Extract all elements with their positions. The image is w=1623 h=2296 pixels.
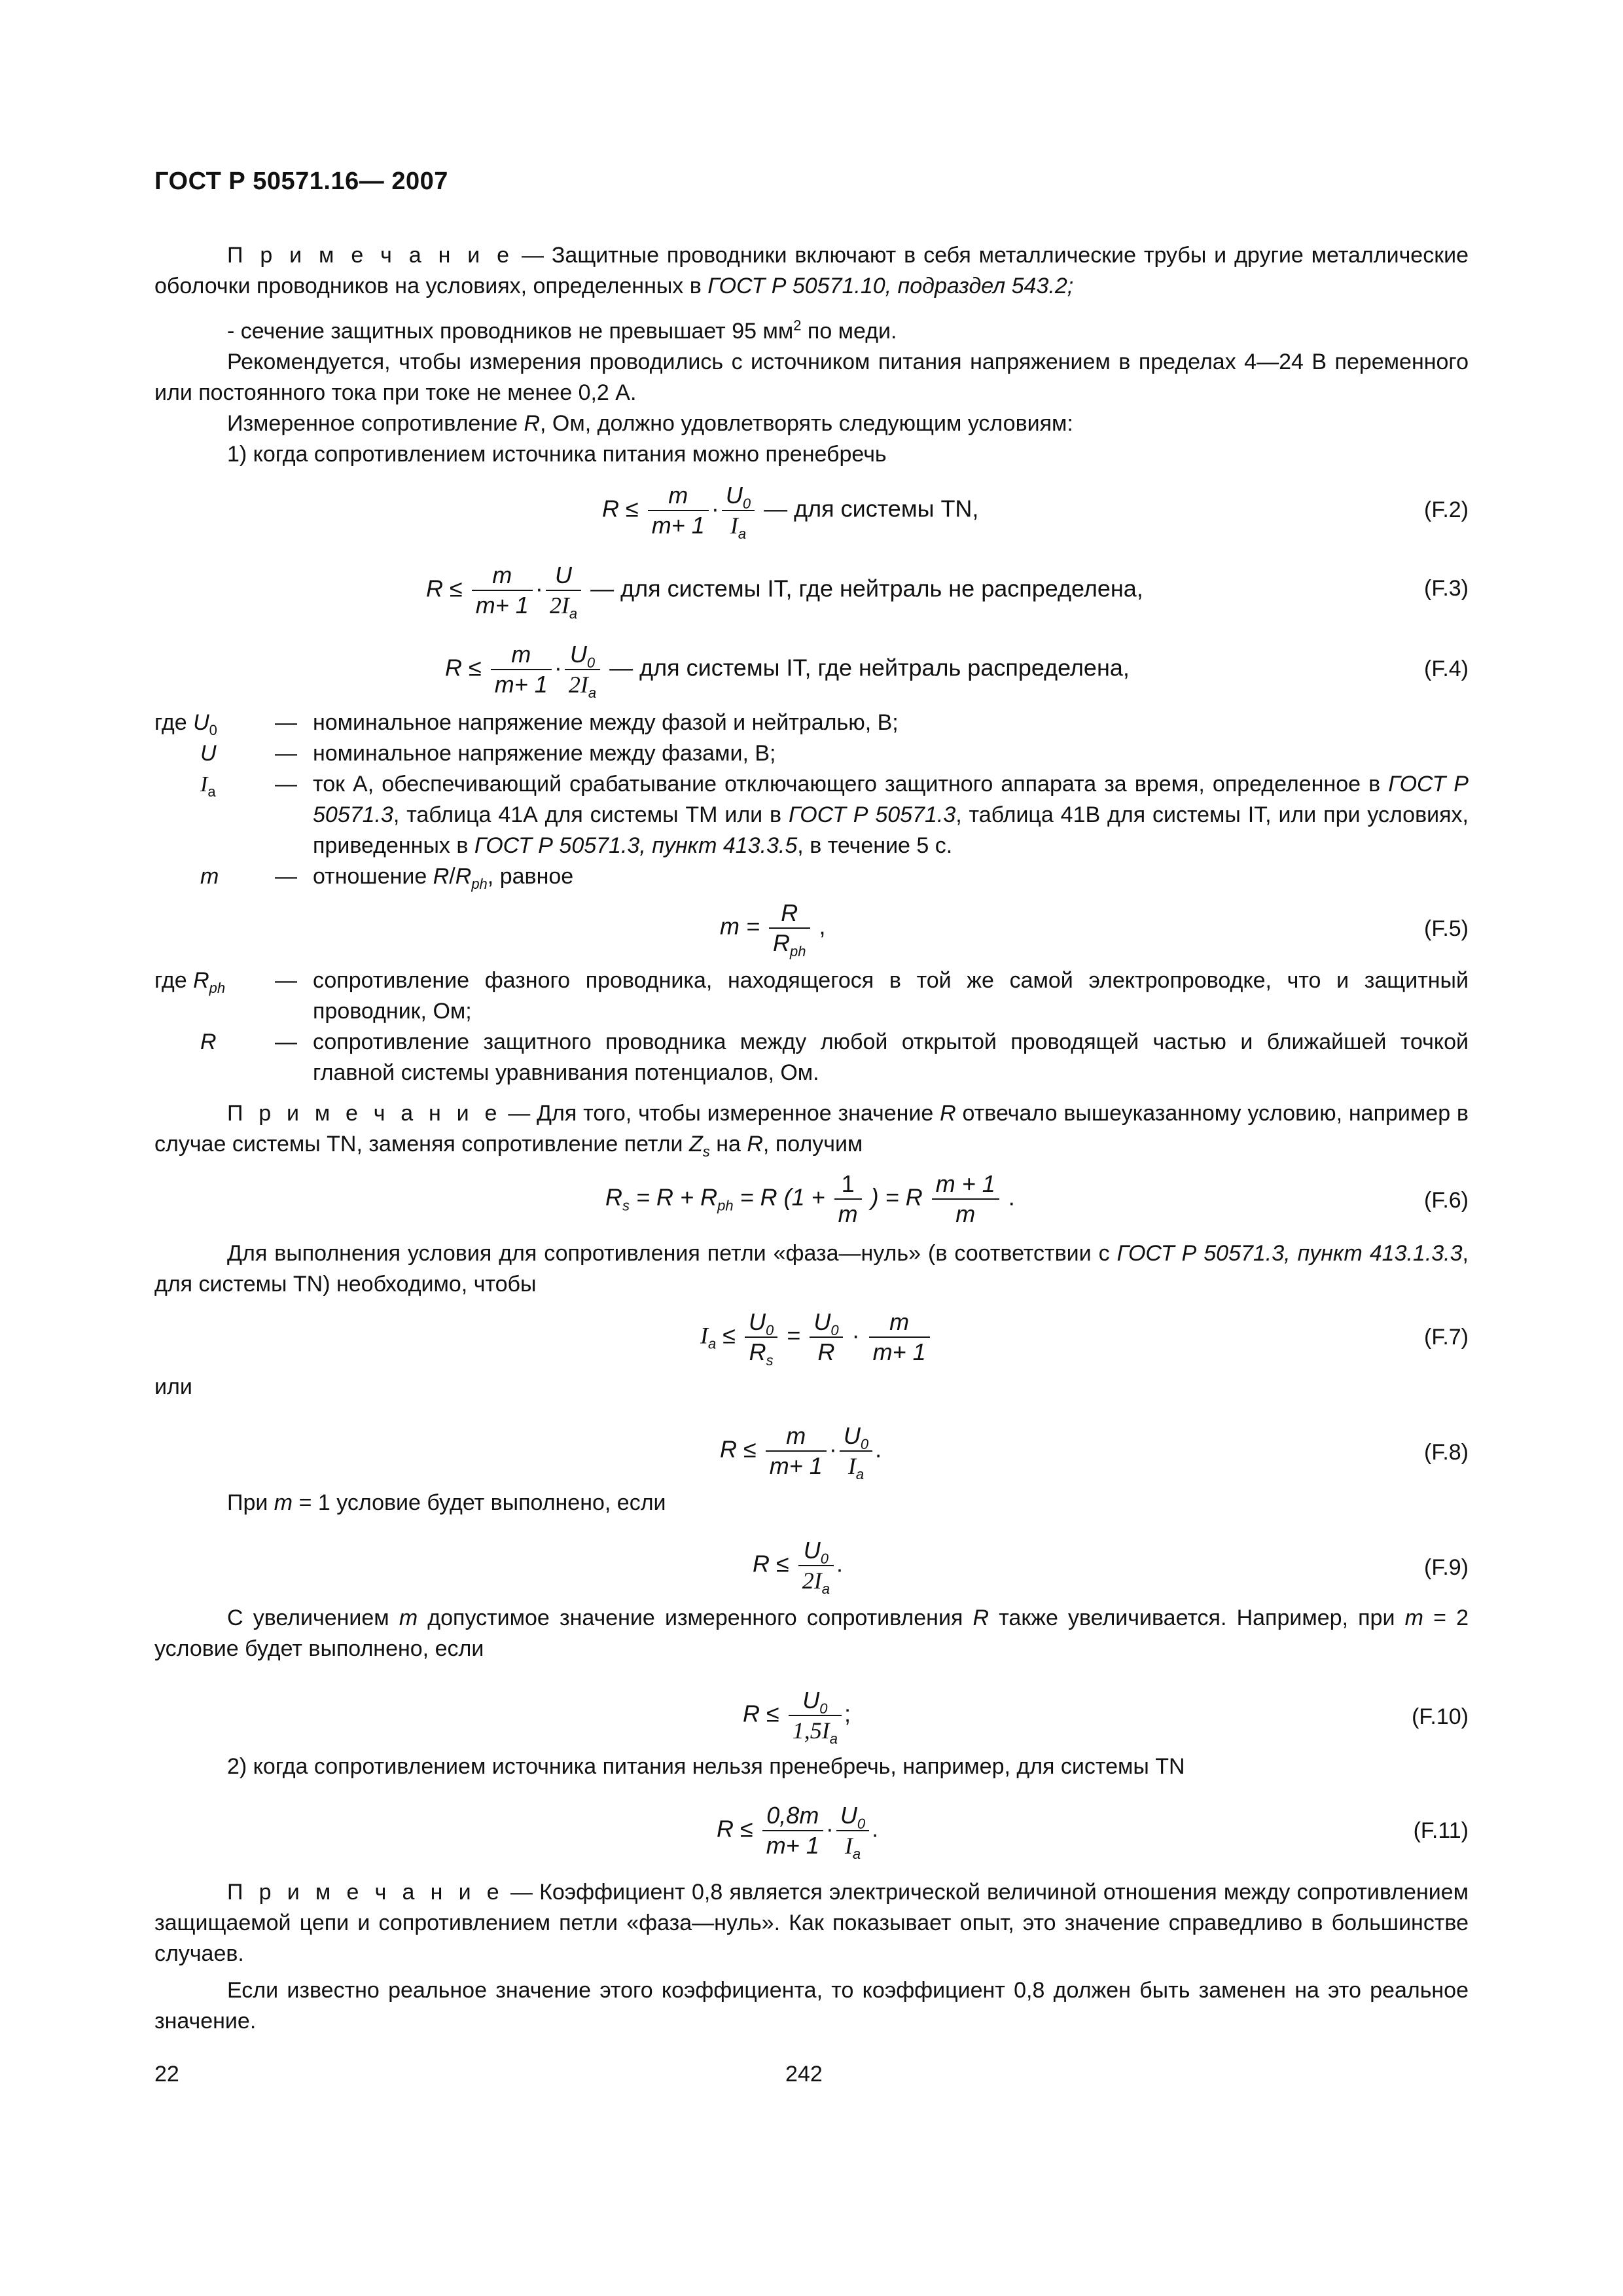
subscript: 0	[860, 1436, 869, 1453]
fraction	[789, 1686, 842, 1748]
formula-lhs: R ≤	[720, 1435, 757, 1463]
denominator: m+ 1	[475, 592, 529, 619]
formula-description: — для системы IT, где нейтраль распределена,	[609, 654, 1130, 681]
symbol: Z	[689, 1132, 703, 1157]
symbol: U	[569, 641, 587, 668]
fraction	[869, 1308, 930, 1367]
formula-number: (F.2)	[1424, 497, 1469, 522]
numerator	[840, 1422, 872, 1452]
subscript: a	[855, 1466, 865, 1483]
symbol: I	[730, 512, 738, 539]
text: = 2 условие будет выполнено, если	[154, 1605, 1469, 1661]
symbol: R	[972, 1605, 990, 1630]
dash: —	[275, 864, 297, 889]
m-equals-1-paragraph	[154, 1488, 1469, 1518]
subscript: 0	[857, 1816, 866, 1833]
definition-u	[154, 738, 1469, 769]
symbol: U	[749, 1308, 766, 1335]
symbol: R	[200, 1030, 217, 1054]
formula-lhs: R ≤	[445, 654, 482, 681]
formula-f8	[720, 1422, 882, 1483]
symbol: 2I	[568, 672, 588, 698]
symbol: 1,5I	[792, 1717, 830, 1744]
text: , в течение 5 с.	[797, 833, 953, 858]
dot: ·	[829, 1435, 837, 1463]
fraction	[798, 1536, 834, 1598]
formula-number: (F.7)	[1424, 1325, 1469, 1350]
period: .	[875, 1435, 882, 1463]
dot: ·	[535, 575, 543, 602]
subscript: 0	[766, 1322, 774, 1339]
dash: —	[275, 710, 297, 735]
text: , Ом, должно удовлетворять следующим условиям:	[540, 411, 1073, 436]
expression: ) = R	[870, 1183, 923, 1211]
symbol: 2I	[549, 592, 569, 619]
reference: ГОСТ Р 50571.3, пункт 413.1.3.3	[1116, 1241, 1463, 1266]
definition-text: сопротивление фазного проводника, находящегося в той же самой электропроводке, что и защитный проводник, Ом;	[313, 968, 1469, 1024]
item-2: 2) когда сопротивлением источника питания нельзя пренебречь, например, для системы TN	[227, 1754, 1185, 1779]
text: ток А, обеспечивающий срабатывание отключающего защитного аппарата за время, определенное в	[313, 772, 1389, 797]
dot: ·	[554, 654, 562, 681]
denominator	[546, 591, 581, 620]
formula-lhs: R ≤	[753, 1550, 789, 1577]
symbol: I	[200, 772, 208, 797]
definition-symbol	[154, 1027, 275, 1088]
numerator: m	[648, 481, 709, 511]
subscript: a	[588, 685, 597, 702]
symbol: U	[193, 710, 209, 735]
text: = 1 условие будет выполнено, если	[293, 1490, 666, 1515]
text: , равное	[487, 864, 574, 889]
formula-lhs: m =	[720, 912, 760, 940]
definitions-list-2	[154, 965, 1469, 1088]
text: При	[227, 1490, 274, 1515]
formula-number: (F.11)	[1413, 1818, 1469, 1843]
fraction	[766, 1422, 827, 1480]
increase-paragraph	[154, 1603, 1469, 1664]
symbol: R	[773, 929, 791, 956]
symbol: R	[193, 968, 209, 993]
subscript: ph	[209, 979, 226, 996]
symbol: R	[747, 1132, 763, 1157]
formula-f5	[720, 899, 826, 958]
denominator	[840, 1452, 872, 1483]
definition-text: номинальное напряжение между фазами, В;	[313, 741, 776, 766]
subscript: a	[821, 1581, 830, 1598]
note-3	[154, 1877, 1469, 1969]
bullet-text-tail: по меди.	[801, 319, 897, 344]
dot: ·	[825, 1815, 834, 1842]
text: С увеличением	[227, 1605, 399, 1630]
expression: = R + R	[636, 1183, 718, 1211]
fraction	[565, 640, 600, 702]
numerator: m	[766, 1422, 827, 1452]
item-1: 1) когда сопротивлением источника питания можно пренебречь	[227, 442, 887, 467]
numerator	[810, 1308, 842, 1338]
denominator	[565, 670, 600, 702]
symbol: R	[940, 1101, 956, 1126]
operator: ≤	[722, 1321, 736, 1349]
formula-number: (F.10)	[1412, 1704, 1469, 1729]
symbol: m	[274, 1490, 293, 1515]
dot: ·	[711, 495, 719, 522]
numerator	[798, 1536, 834, 1566]
symbol: U	[843, 1422, 861, 1449]
symbol: m	[200, 864, 219, 889]
subscript: a	[852, 1846, 861, 1863]
numerator: U	[546, 561, 581, 591]
numerator: m	[869, 1308, 930, 1338]
formula-f11	[717, 1801, 879, 1863]
condition-paragraph	[154, 1238, 1469, 1300]
formula-f7	[700, 1308, 933, 1367]
symbol-r: R	[524, 411, 541, 436]
formula-description: — для системы TN,	[764, 495, 979, 522]
formula-lhs: R ≤	[602, 495, 639, 522]
definition-symbol	[154, 738, 275, 769]
superscript: 2	[793, 317, 802, 334]
formula-number: (F.6)	[1424, 1188, 1469, 1213]
fraction	[491, 640, 552, 699]
fraction	[762, 1801, 823, 1860]
formula-f10	[743, 1686, 851, 1748]
subscript: 0	[819, 1700, 828, 1717]
denominator	[798, 1566, 834, 1598]
symbol: R	[605, 1183, 622, 1211]
formula-f6	[605, 1170, 1015, 1229]
symbol: U	[802, 1687, 820, 1713]
numerator	[745, 1308, 777, 1338]
semicolon: ;	[844, 1700, 851, 1727]
symbol: U	[813, 1308, 831, 1335]
period: .	[1008, 1183, 1015, 1211]
subscript: a	[207, 783, 216, 800]
subscript: a	[569, 605, 578, 622]
subscript: ph	[717, 1197, 734, 1214]
denominator: m+ 1	[494, 671, 548, 698]
formula-number: (F.9)	[1424, 1555, 1469, 1580]
fraction	[472, 561, 533, 620]
subscript: 0	[742, 495, 751, 512]
subscript: s	[766, 1352, 774, 1369]
fraction	[840, 1422, 872, 1483]
comma: ,	[819, 912, 826, 940]
reference: ГОСТ Р 50571.3	[313, 772, 1469, 827]
symbol: U	[840, 1802, 857, 1829]
dot: ·	[851, 1321, 860, 1349]
recommendation-paragraph: Рекомендуется, чтобы измерения проводились с источником питания напряжением в пределах 4—24 В переменного или постоянного тока при токе не менее 0,2 А.	[154, 350, 1469, 405]
dash: —	[275, 772, 297, 797]
note-2	[154, 1098, 1469, 1160]
numerator: 1	[834, 1170, 862, 1200]
denominator	[745, 1338, 777, 1367]
definition-text: сопротивление защитного проводника между любой открытой проводящей частью и ближайшей точкой главной системы уравнивания потенциалов, Ом.	[313, 1030, 1469, 1085]
formula-number: (F.8)	[1424, 1440, 1469, 1465]
text: также увеличивается. Например, при	[989, 1605, 1405, 1630]
subscript: 0	[586, 655, 596, 672]
numerator	[722, 481, 755, 511]
formula-description: — для системы IT, где нейтраль не распределена,	[590, 575, 1143, 602]
dash: —	[275, 1030, 297, 1054]
formula-f4	[445, 640, 1130, 702]
text: , таблица 41А для системы ТМ или в	[393, 802, 789, 827]
where-word: где	[154, 710, 187, 735]
final-paragraph: Если известно реальное значение этого коэффициента, то коэффициент 0,8 должен быть заменен на это реальное значение.	[154, 1978, 1469, 2034]
subscript: s	[702, 1143, 710, 1160]
numerator	[565, 640, 600, 670]
subscript: a	[829, 1731, 838, 1748]
fraction	[722, 481, 755, 543]
text: на	[709, 1132, 747, 1157]
period: .	[836, 1550, 844, 1577]
denominator: m	[838, 1200, 858, 1227]
denominator: m+ 1	[651, 512, 705, 539]
formula-number: (F.3)	[1424, 576, 1469, 601]
subscript: a	[708, 1335, 717, 1352]
subscript: ph	[790, 943, 806, 960]
note-label: П р и м е ч а н и е	[227, 243, 514, 268]
symbol: R	[749, 1338, 766, 1365]
numerator: m	[491, 640, 552, 670]
operator: =	[787, 1321, 801, 1349]
text: Измеренное сопротивление	[227, 411, 524, 436]
definition-ia	[154, 769, 1469, 861]
definition-text	[313, 769, 1469, 861]
text: , для системы TN) необходимо, чтобы	[154, 1241, 1469, 1297]
formula-f3	[426, 561, 1143, 620]
fraction	[745, 1308, 777, 1367]
symbol: m	[1404, 1605, 1423, 1630]
denominator	[769, 929, 810, 958]
symbol: 2I	[802, 1568, 822, 1594]
numerator	[789, 1686, 842, 1716]
text: допустимое значение измеренного сопротивления	[418, 1605, 973, 1630]
fraction	[834, 1170, 862, 1229]
formula-f9	[753, 1536, 844, 1598]
bullet-text: - сечение защитных проводников не превышает 95 мм	[227, 319, 794, 344]
denominator	[836, 1831, 869, 1863]
numerator: R	[769, 899, 810, 929]
reference: ГОСТ Р 50571.3, пункт 413.3.5	[474, 833, 798, 858]
expression: = R (1 +	[740, 1183, 825, 1211]
symbol: m	[399, 1605, 418, 1630]
numerator	[836, 1801, 869, 1831]
subscript: 0	[830, 1322, 839, 1339]
definition-text	[313, 861, 1469, 892]
subscript: 0	[209, 721, 217, 738]
text: — Для того, чтобы измеренное значение	[501, 1101, 940, 1126]
definition-r	[154, 1027, 1469, 1088]
page-number-left: 22	[154, 2062, 179, 2087]
numerator: 0,8m	[762, 1801, 823, 1831]
fraction	[836, 1801, 869, 1863]
subscript: s	[622, 1197, 630, 1214]
note-label: П р и м е ч а н и е	[227, 1880, 504, 1905]
subscript: 0	[820, 1551, 829, 1568]
measured-resistance-paragraph	[154, 408, 1469, 439]
denominator: m	[932, 1198, 999, 1229]
or-word: или	[154, 1374, 192, 1399]
definitions-list-1	[154, 708, 1469, 892]
period: .	[872, 1815, 879, 1842]
symbol: I	[847, 1453, 856, 1479]
definition-rph	[154, 965, 1469, 1027]
slash: /	[449, 864, 455, 889]
dash: —	[275, 968, 297, 993]
text: Для выполнения условия для сопротивления петли «фаза—нуль» (в соответствии с	[227, 1241, 1117, 1266]
note-text: — Коэффициент 0,8 является электрической величиной отношения между сопротивлением защищаемой цепи и сопротивлением петли «фаза—нуль». Как показывает опыт, это значение справедливо в большинстве случаев.	[154, 1880, 1469, 1966]
note-1	[154, 240, 1469, 302]
denominator	[722, 511, 755, 543]
symbol: U	[200, 741, 217, 766]
fraction	[769, 899, 810, 958]
dash: —	[275, 741, 297, 766]
definition-m	[154, 861, 1469, 892]
subscript: a	[738, 526, 747, 543]
text: отношение	[313, 864, 433, 889]
symbol: R	[455, 864, 472, 889]
formula-lhs: R ≤	[717, 1815, 753, 1842]
formula-lhs: R ≤	[426, 575, 463, 602]
definition-symbol	[154, 708, 275, 738]
denominator: m+ 1	[766, 1832, 819, 1859]
definition-text: номинальное напряжение между фазой и нейтралью, В;	[313, 710, 899, 735]
definition-u0	[154, 708, 1469, 738]
reference: ГОСТ Р 50571.3	[788, 802, 956, 827]
document-header: ГОСТ Р 50571.16— 2007	[154, 168, 448, 195]
definition-symbol	[154, 769, 275, 861]
symbol: U	[803, 1537, 821, 1564]
fraction	[546, 561, 581, 620]
fraction	[810, 1308, 842, 1367]
formula-number: (F.4)	[1424, 656, 1469, 681]
subscript: ph	[471, 875, 488, 892]
symbol: R	[433, 864, 450, 889]
note-reference: ГОСТ Р 50571.10, подраздел 543.2;	[707, 274, 1074, 298]
definition-symbol	[154, 965, 275, 1027]
numerator: m + 1	[935, 1170, 995, 1197]
denominator: m+ 1	[872, 1338, 926, 1365]
note-text: — Защитные проводники включают в себя металлические трубы и другие металлические оболочки проводников на условиях, определенных в	[154, 243, 1469, 298]
numerator: m	[472, 561, 533, 591]
symbol: I	[700, 1322, 708, 1349]
text: , получим	[762, 1132, 863, 1157]
symbol: U	[725, 482, 743, 509]
definition-symbol	[154, 861, 275, 892]
formula-lhs: R ≤	[743, 1700, 779, 1727]
denominator	[789, 1716, 842, 1748]
bullet-cross-section	[154, 316, 1469, 347]
formula-f2	[602, 481, 979, 543]
fraction	[648, 481, 709, 540]
note-label: П р и м е ч а н и е	[227, 1101, 502, 1126]
where-word: где	[154, 968, 187, 993]
denominator: R	[817, 1338, 835, 1365]
symbol: I	[844, 1833, 853, 1859]
text: отвечало вышеуказанному условию, например в случае системы TN, заменяя сопротивление петли	[154, 1101, 1469, 1157]
fraction	[932, 1170, 999, 1229]
text: , таблица 41В для системы IT, или при условиях, приведенных в	[313, 802, 1469, 858]
formula-number: (F.5)	[1424, 916, 1469, 941]
page-number-center: 242	[785, 2062, 823, 2087]
denominator: m+ 1	[769, 1452, 823, 1479]
